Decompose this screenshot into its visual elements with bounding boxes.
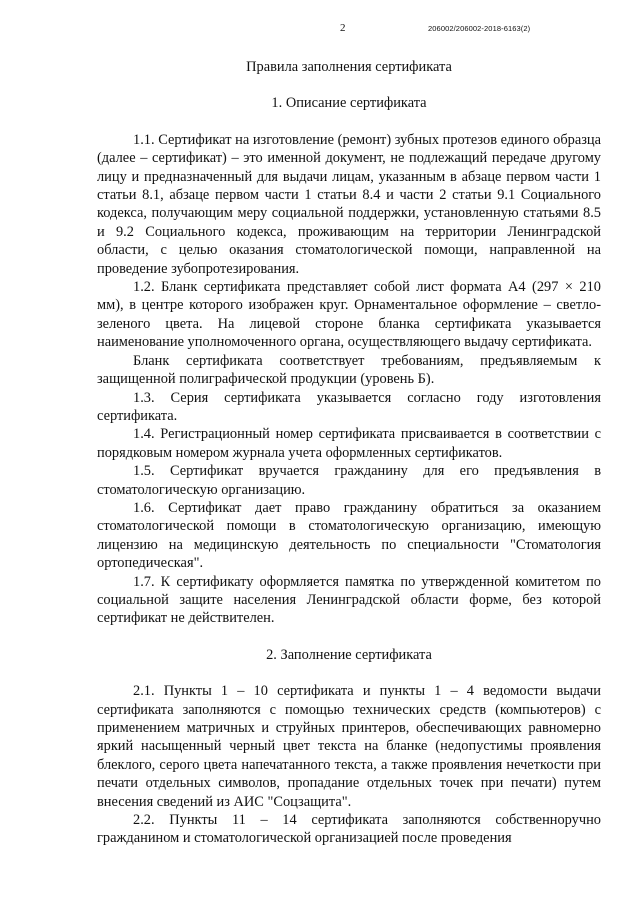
paragraph-1-6: 1.6. Сертификат дает право гражданину обратиться за оказанием стоматологической помощи в стоматологическую организацию, имеющую лицензию на медицинскую деятельность по специальности "Стоматология ортопедическая". [97,499,601,572]
paragraph-1-2-blank: Бланк сертификата соответствует требованиям, предъявляемым к защищенной полиграфической продукции (уровень Б). [97,352,601,388]
paragraph-1-5: 1.5. Сертификат вручается гражданину для его предъявления в стоматологическую организацию. [97,463,601,498]
section-heading-filling: 2. Заполнение сертификата [266,646,432,663]
section-heading-description: 1. Описание сертификата [271,95,427,112]
paragraph-1-1: 1.1. Сертификат на изготовление (ремонт) зубных протезов единого образца (далее – сертификат) – это именной документ, не подлежащий передаче другому лицу и предназначенный для выдачи лицам, указанным в абзаце первом части 1 статьи 8.1, абзаце первом части 1 статьи 8.4 и части 2 статьи 9.1 Социального кодекса, получающим меру социальной поддержки, установленную статьями 8.5 и 9.2 Социального кодекса, проживающим на территории Ленинградской области, с целью оказания стоматологической помощи, направленной на проведение зубопротезирования. [97,131,601,277]
paragraph-1-4: 1.4. Регистрационный номер сертификата присваивается в соответствии с порядковым номером журнала учета оформленных сертификатов. [97,426,601,461]
paragraph-2-2: 2.2. Пункты 11 – 14 сертификата заполняются собственноручно гражданином и стоматологической организацией после проведения [97,812,601,847]
page-number: 2 [340,22,346,34]
section-spacer [97,628,601,646]
paragraph-2-1: 2.1. Пункты 1 – 10 сертификата и пункты 1 – 4 ведомости выдачи сертификата заполняются с помощью технических средств (компьютеров) с применением матричных и струйных принтеров, обеспечивающих равномерно яркий насыщенный черный цвет текста на бланке (недопустимы проявления блеклого, серого цвета напечатанного текста, а также проявления нечеткости при печати отдельных символов, пропадание отдельных точек при печати) путем внесения сведений из АИС "Соцзащита". [97,683,601,810]
paragraph-1-7: 1.7. К сертификату оформляется памятка по утвержденной комитетом по социальной защите населения Ленинградской области форме, без которой сертификат не действителен. [97,573,601,627]
paragraph-1-3: 1.3. Серия сертификата указывается согласно году изготовления сертификата. [97,389,601,424]
document-body [97,58,601,848]
document-title: Правила заполнения сертификата [246,59,452,75]
paragraph-1-2: 1.2. Бланк сертификата представляет собой лист формата А4 (297 × 210 мм), в центре которого изображен круг. Орнаментальное оформление – светло-зеленого цвета. На лицевой стороне бланка сертификата указывается наименование уполномоченного органа, осуществляющего выдачу сертификата. [97,279,601,351]
document-code: 206002/206002-2018-6163(2) [428,24,531,33]
